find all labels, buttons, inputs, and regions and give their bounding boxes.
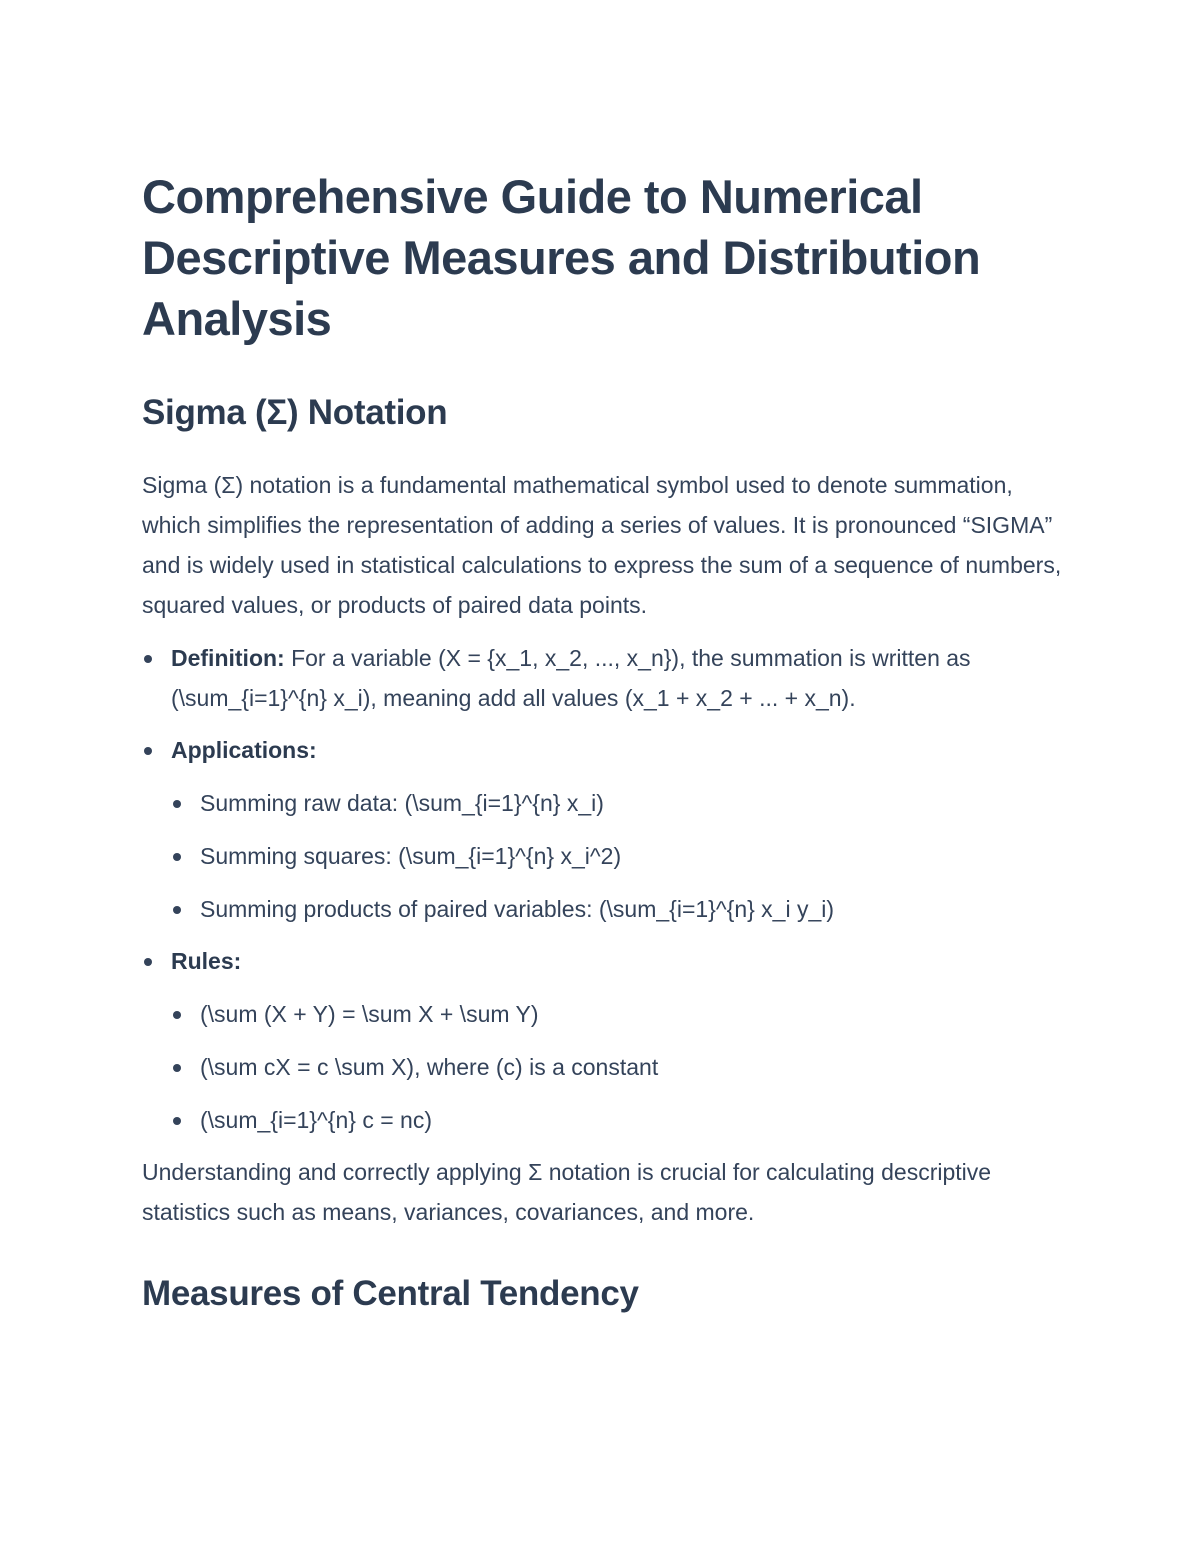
definition-text: For a variable (X = {x_1, x_2, ..., x_n}), the summation is written as (\sum_{i=1}^{n} x_i), meaning add all values (x_1 + x_2 + ... + x_n).	[171, 645, 971, 711]
section-heading-sigma-notation: Sigma (Σ) Notation	[142, 393, 448, 432]
list-item: (\sum_{i=1}^{n} c = nc)	[171, 1100, 1067, 1140]
list-item: Summing squares: (\sum_{i=1}^{n} x_i^2)	[171, 836, 1067, 876]
rules-label: Rules:	[171, 948, 242, 974]
sigma-bullet-list	[142, 638, 1067, 1140]
section-heading-central-tendency: Measures of Central Tendency	[142, 1274, 639, 1313]
document-page	[142, 166, 1067, 1316]
applications-label: Applications:	[171, 737, 317, 763]
list-item-rules	[142, 941, 1067, 1140]
list-item: (\sum cX = c \sum X), where (c) is a constant	[171, 1047, 1067, 1087]
list-item-definition	[142, 638, 1067, 718]
sigma-closing-paragraph: Understanding and correctly applying Σ notation is crucial for calculating descriptive statistics such as means, variances, covariances, and more.	[142, 1159, 992, 1225]
list-item: Summing products of paired variables: (\sum_{i=1}^{n} x_i y_i)	[171, 889, 1067, 929]
sigma-intro-paragraph: Sigma (Σ) notation is a fundamental mathematical symbol used to denote summation, which simplifies the representation of adding a series of values. It is pronounced “SIGMA” and is widely used in statistical calculations to express the sum of a sequence of numbers, squared values, or products of paired data points.	[142, 472, 1062, 618]
list-item-applications	[142, 730, 1067, 929]
rules-sub-list	[171, 994, 1067, 1140]
document-title: Comprehensive Guide to Numerical Descriptive Measures and Distribution Analysis	[142, 170, 981, 345]
definition-label: Definition:	[171, 645, 285, 671]
applications-sub-list	[171, 783, 1067, 929]
list-item: (\sum (X + Y) = \sum X + \sum Y)	[171, 994, 1067, 1034]
list-item: Summing raw data: (\sum_{i=1}^{n} x_i)	[171, 783, 1067, 823]
